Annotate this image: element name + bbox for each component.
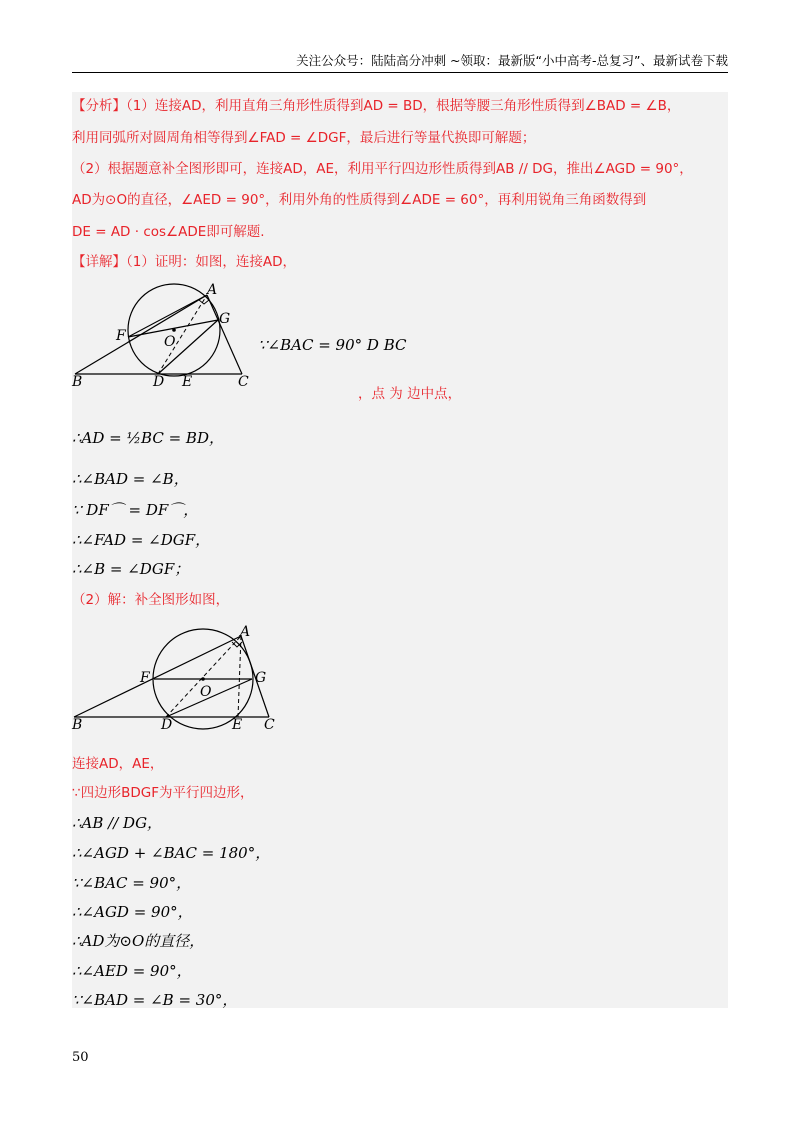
figure-2-diagram: [70, 622, 284, 740]
step-t9: ∵∠BAD = ∠B = 30°，: [72, 991, 238, 1009]
analysis-line-5: DE = AD · cos∠ADE即可解题.: [72, 224, 265, 240]
step-1: ∴AD = ½BC = BD，: [72, 429, 224, 447]
step-t8: ∴∠AED = 90°，: [72, 962, 192, 980]
analysis-line-1: 【分析】（1）连接AD，利用直角三角形性质得到AD = BD，根据等腰三角形性质得到∠BAD = ∠B，: [72, 98, 681, 114]
step-t5: ∵∠BAC = 90°，: [72, 874, 192, 892]
analysis-line-2: 利用同弧所对圆周角相等得到∠FAD = ∠DGF，最后进行等量代换即可解题；: [72, 130, 536, 146]
step-4: ∴∠FAD = ∠DGF，: [72, 531, 211, 549]
fig2-label-e: E: [232, 717, 243, 733]
fig1-label-e: E: [182, 374, 193, 390]
fig2-label-c: C: [264, 717, 275, 733]
fig1-label-g: G: [219, 311, 231, 327]
fig2-label-f: F: [140, 670, 150, 686]
page-header: 关注公众号：陆陆高分冲刺 ~领取：最新版“小中高考-总复习”、最新试卷下载: [72, 52, 728, 73]
figure-1-beside-text-2: ，点 为 边中点，: [358, 386, 462, 402]
figure-1-beside-text: ∵∠BAC = 90° D BC: [258, 336, 407, 354]
analysis-line-3: （2）根据题意补全图形即可，连接AD，AE，利用平行四边形性质得到AB // DG，推出∠AGD = 90°，: [72, 161, 693, 177]
step-2: ∴∠BAD = ∠B，: [72, 470, 189, 488]
fig2-label-o: O: [200, 684, 212, 700]
fig1-label-f: F: [116, 328, 126, 344]
fig2-label-b: B: [72, 717, 83, 733]
part-2-heading: （2）解：补全图形如图，: [72, 592, 230, 608]
page-number: 50: [72, 1050, 89, 1065]
fig1-label-o: O: [164, 334, 176, 350]
fig2-label-d: D: [161, 717, 173, 733]
step-t4: ∴∠AGD + ∠BAC = 180°，: [72, 844, 271, 862]
analysis-line-4: AD为⊙O的直径，∠AED = 90°，利用外角的性质得到∠ADE = 60°，再利用锐角三角函数得到: [72, 192, 647, 208]
fig1-label-c: C: [238, 374, 249, 390]
fig1-label-b: B: [72, 374, 83, 390]
fig1-label-a: A: [207, 282, 218, 298]
step-t7: ∴AD为⊙O的直径，: [72, 932, 205, 950]
step-t6: ∴∠AGD = 90°，: [72, 903, 193, 921]
detail-heading: 【详解】（1）证明：如图，连接AD，: [72, 254, 296, 270]
step-t2: ∵四边形BDGF为平行四边形，: [72, 785, 254, 801]
fig2-label-g: G: [255, 670, 267, 686]
fig1-label-d: D: [153, 374, 165, 390]
step-5: ∴∠B = ∠DGF；: [72, 560, 190, 578]
step-3: ∵ DF⌒ = DF⌒，: [72, 501, 199, 519]
step-t1: 连接AD，AE，: [72, 756, 164, 772]
fig2-label-a: A: [240, 624, 251, 640]
figure-1-diagram: [70, 278, 260, 390]
step-t3: ∴AB // DG，: [72, 814, 163, 832]
